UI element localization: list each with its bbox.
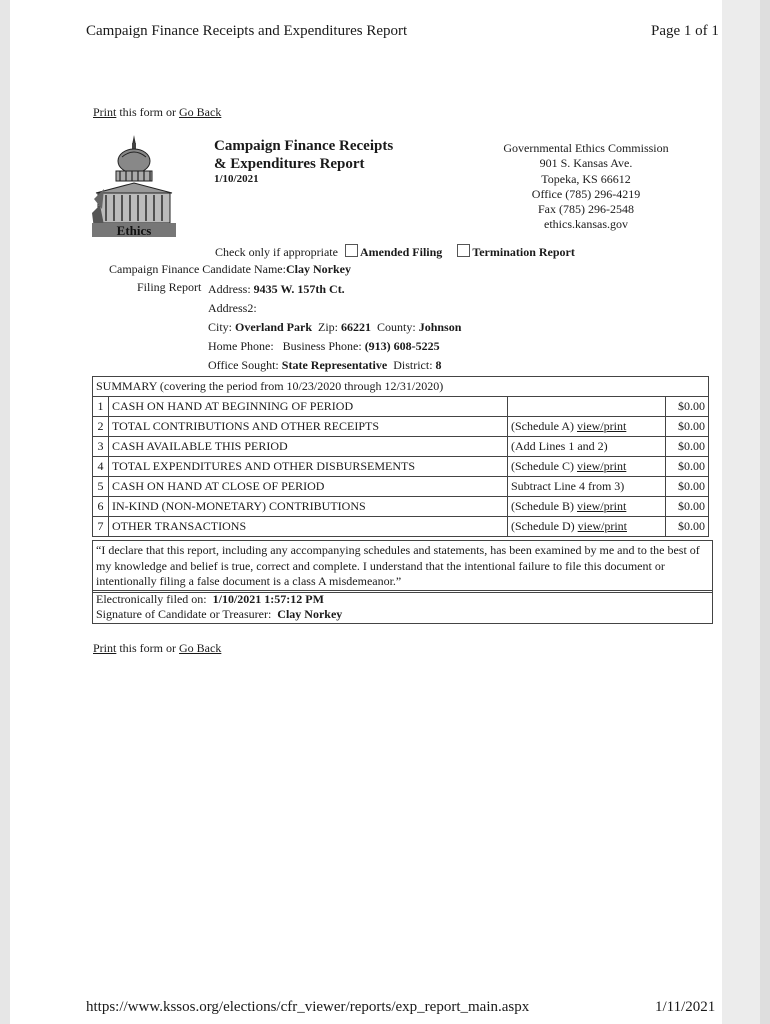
summary-line-label: OTHER TRANSACTIONS	[109, 517, 508, 537]
view-print-link[interactable]: view/print	[576, 459, 627, 473]
declaration: “I declare that this report, including any accompanying schedules and statements, has been examined by me and to the best of my knowledge and belief is true, correct and complete. I understand that the intentional failure to file this document or intentionally filing a false document is a class A misdemeanor.”	[92, 540, 713, 593]
zip-value: 66221	[341, 320, 372, 334]
schedule-text: (Schedule A)	[511, 419, 577, 433]
summary-line-label: CASH ON HAND AT BEGINNING OF PERIOD	[109, 397, 508, 417]
summary-line-schedule	[508, 397, 666, 417]
signature-row	[96, 607, 709, 622]
print-footer-date: 1/11/2021	[655, 999, 716, 1015]
candidate-name: Clay Norkey	[285, 262, 351, 276]
summary-line-label: IN-KIND (NON-MONETARY) CONTRIBUTIONS	[109, 497, 508, 517]
summary-line-schedule	[508, 497, 666, 517]
summary-row	[93, 417, 709, 437]
termination-report-checkbox[interactable]	[457, 244, 470, 257]
schedule-text: (Schedule C)	[511, 459, 577, 473]
summary-line-number: 7	[93, 517, 109, 537]
scan-edge-right-dark	[760, 0, 770, 1024]
summary-row	[93, 497, 709, 517]
print-header-page: Page 1 of 1	[651, 23, 719, 39]
office-label: Office Sought:	[208, 358, 279, 372]
go-back-link[interactable]: Go Back	[179, 105, 222, 119]
summary-line-schedule	[508, 457, 666, 477]
county-value: Johnson	[418, 320, 462, 334]
summary-line-label: TOTAL EXPENDITURES AND OTHER DISBURSEMENTS	[109, 457, 508, 477]
summary-line-number: 6	[93, 497, 109, 517]
electronic-filing-box	[92, 590, 713, 624]
city-label: City:	[208, 320, 233, 334]
commission-name: Governmental Ethics Commission	[503, 141, 669, 155]
commission-city: Topeka, KS 66612	[541, 171, 631, 186]
summary-line-schedule	[508, 417, 666, 437]
candidate-name-row	[109, 262, 351, 277]
bottom-links	[93, 641, 221, 656]
summary-header-row	[93, 377, 709, 397]
signer-name: Clay Norkey	[277, 607, 343, 621]
links-text: this form or	[116, 105, 180, 119]
summary-line-schedule	[508, 477, 666, 497]
schedule-text: (Add Lines 1 and 2)	[511, 439, 608, 453]
summary-row	[93, 397, 709, 417]
efiled-row	[96, 592, 709, 607]
zip-label: Zip:	[318, 320, 339, 334]
phone-row	[208, 339, 440, 354]
commission-fax: Fax (785) 296-2548	[538, 202, 634, 217]
amended-filing-checkbox[interactable]	[345, 244, 358, 257]
summary-line-amount: $0.00	[666, 417, 709, 437]
summary-line-number: 3	[93, 437, 109, 457]
summary-table	[92, 376, 709, 537]
top-links	[93, 105, 221, 120]
city-row	[208, 320, 461, 335]
signature-label: Signature of Candidate or Treasurer:	[96, 607, 272, 621]
summary-line-schedule	[508, 517, 666, 537]
efiled-label: Electronically filed on:	[96, 592, 207, 606]
amended-filing-label: Amended Filing	[359, 245, 443, 259]
scan-edge-left	[0, 0, 10, 1024]
district-label: District:	[393, 358, 433, 372]
address2-label: Address2:	[208, 301, 257, 315]
city-value: Overland Park	[235, 320, 313, 334]
view-print-link[interactable]: view/print	[577, 519, 627, 533]
commission-web: ethics.kansas.gov	[544, 217, 628, 232]
logo-text: Ethics	[116, 223, 152, 237]
summary-line-label: TOTAL CONTRIBUTIONS AND OTHER RECEIPTS	[109, 417, 508, 437]
termination-report-label: Termination Report	[472, 245, 575, 259]
print-header-title: Campaign Finance Receipts and Expenditures Report	[86, 23, 408, 39]
office-row	[208, 358, 442, 373]
go-back-link-bottom[interactable]: Go Back	[179, 641, 222, 655]
summary-line-schedule	[508, 437, 666, 457]
summary-row	[93, 477, 709, 497]
address-label: Address:	[208, 282, 251, 296]
county-label: County:	[377, 320, 416, 334]
address-row	[208, 282, 345, 297]
print-link[interactable]: Print	[93, 105, 117, 119]
summary-line-label: CASH ON HAND AT CLOSE OF PERIOD	[109, 477, 508, 497]
summary-line-amount: $0.00	[666, 457, 709, 477]
report-date: 1/10/2021	[214, 173, 259, 185]
commission-address	[478, 141, 694, 233]
summary-row	[93, 517, 709, 537]
business-phone-value: (913) 608-5225	[364, 339, 440, 353]
summary-line-number: 4	[93, 457, 109, 477]
report-title	[214, 137, 393, 173]
view-print-link[interactable]: view/print	[576, 419, 627, 433]
office-value: State Representative	[281, 358, 388, 372]
summary-header: SUMMARY (covering the period from 10/23/2020 through 12/31/2020)	[93, 377, 709, 397]
links-text-bottom: this form or	[116, 641, 180, 655]
view-print-link[interactable]: view/print	[576, 499, 627, 513]
print-footer-url: https://www.kssos.org/elections/cfr_viewer/reports/exp_report_main.aspx	[86, 999, 530, 1015]
print-link-bottom[interactable]: Print	[93, 641, 117, 655]
report-title-line1: Campaign Finance Receipts	[214, 138, 394, 154]
commission-street: 901 S. Kansas Ave.	[539, 156, 633, 171]
filing-type-checkboxes	[215, 244, 575, 260]
summary-row	[93, 437, 709, 457]
summary-line-number: 2	[93, 417, 109, 437]
commission-office-phone: Office (785) 296-4219	[531, 186, 641, 201]
district-value: 8	[435, 358, 442, 372]
address-value: 9435 W. 157th Ct.	[253, 282, 345, 296]
summary-line-amount: $0.00	[666, 397, 709, 417]
efiled-datetime: 1/10/2021 1:57:12 PM	[212, 592, 324, 606]
summary-line-number: 5	[93, 477, 109, 497]
report-title-line2: & Expenditures Report	[214, 156, 365, 172]
capitol-ethics-logo	[92, 129, 176, 237]
summary-line-label: CASH AVAILABLE THIS PERIOD	[109, 437, 508, 457]
schedule-text: (Schedule D)	[511, 519, 578, 533]
filing-report-label: Filing Report	[137, 280, 202, 294]
summary-body	[93, 397, 709, 537]
summary-row	[93, 457, 709, 477]
summary-line-amount: $0.00	[666, 437, 709, 457]
schedule-text: Subtract Line 4 from 3)	[511, 479, 625, 493]
summary-line-amount: $0.00	[666, 517, 709, 537]
summary-line-amount: $0.00	[666, 497, 709, 517]
candidate-name-label: Campaign Finance Candidate Name:	[109, 262, 286, 276]
schedule-text: (Schedule B)	[511, 499, 577, 513]
business-phone-label: Business Phone:	[282, 339, 362, 353]
summary-line-amount: $0.00	[666, 477, 709, 497]
summary-line-number: 1	[93, 397, 109, 417]
check-prompt: Check only if appropriate	[215, 245, 338, 259]
home-phone-label: Home Phone:	[208, 339, 274, 353]
